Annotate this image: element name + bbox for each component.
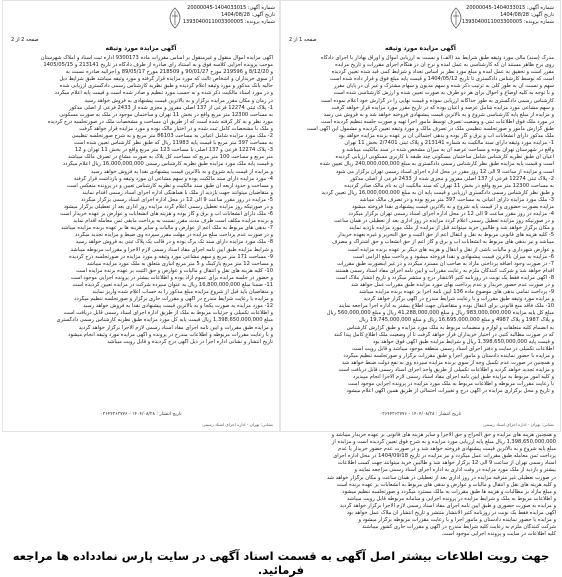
text-line: 2- پلاک ثبتی 12274 فرعی از 137 اصلی مفروز و مجزی شده از 2433 فرعی از اصلی مذکور (350, 175, 554, 182)
ad-page-1 (280, 0, 561, 432)
ad-date: تاریخ آگهی: 1404/08/28 (500, 12, 554, 18)
text-line: کارشناس رسمی دادگستری به طور جداگانه ارزیابی نموده و قیمت نهایی را در گزارش خود اعلام نموده است (320, 97, 554, 104)
text-line: با رعایت مقررات مربوطه و اطلاعات مربوط به ملک مورد مزایده در پرونده اجرایی موجود است (348, 381, 554, 388)
text-line: و سهم مشاعی مورد مزایده شامل عرصه و اعیان بوده که در تاریخ مقرر مورد مزایده قرار خواهد گرفت (331, 104, 554, 111)
text-line: 10- ملک فاقد منع قانونی برای انتقال بوده و متقاضیان جهت اطلاع بیشتر به اداره اجرا مراجعه نمایند (338, 303, 554, 310)
text-line: واقع در شهرستان تهران بوده و مساحت عرصه آن به میزان مشخص شده در سند مالکیت میباشد و (342, 147, 554, 154)
text-line: و ملک با مشخصات کامل ثبت شده و در اختیار مالک بوده و مورد مزایده قرار خواهد گرفت (79, 125, 273, 132)
text-line: 2- ملک مورد مزایده شامل اعیانی به مساحت 86103 متر مربع و به شرح صورتجلسه تنظیمی (71, 133, 273, 140)
text-line: و مکان برگزار خواهد شد و طالبین خرید میتوانند قبل از مزایده از ملک مورد مزایده بازدید نمایند (349, 225, 554, 232)
text-line: و مزایده با حضور نماینده دادستان و مامور اجرا و طبق مقررات برگزار و صورتجلسه تنظیم میگردد (343, 352, 554, 359)
text-line: و متقاضیان میتوانند جهت بازدید از ملک با هماهنگی اداره اجرای اسناد رسمی اقدام نمایند (82, 189, 273, 196)
text-line: 1- پلاک ثبتی 12274 فرعی از 137 اصلی مفروز و مجزی شده از 2433 فرعی از اصلی مذکور (69, 104, 273, 111)
text-line: مبلغ پایه شروع و به بالاترین قیمت پیشنهادی فروخته خواهد شد و در صورت عدم حضور خریدار یا عدم (338, 446, 556, 453)
text-line: و در صورت عدم پرداخت مبلغ مزایده در مهلت مقرر سپرده وی ضبط و مزایده تجدید میگردد (74, 232, 273, 239)
text-line: و مزایده تجدید خواهد گردید و اطلاعات تکمیلی از طریق واحد اجرای اسناد رسمی قابل دریافت است (338, 367, 554, 374)
ad-signature: نشانی: تهران - اداره اجرای اسناد رسمی (202, 422, 273, 427)
case-number: شماره پرونده: 1393040011003300005 (461, 19, 554, 25)
page-number: صفحه 1 از 2 (289, 37, 317, 43)
text-line: و همچنین در صورت عدم تکمیل وجه از سوی برنده مزایده سپرده وی به نفع دولت ضبط خواهد شد (342, 360, 554, 367)
text-line: و مزایده با حضور نماینده دادستان و مامور اجرا و با رعایت مقررات مربوطه برگزار میشود و (358, 517, 556, 524)
text-line: ملک مذکور دارای انشعابات آب و برق و گاز بوده و بدهی احتمالی آن بر عهده برنده مزایده خواهد بود (338, 133, 554, 140)
text-line: مبلغ کل پایه مزایده 983,000,000,000 ریال و مبلغ 41,288,000,000 ریال و مبلغ 560,000,000 ریال (326, 310, 554, 317)
text-line: 9- پرداخت تمامی بدهی های موضوع ماده 136 آیین نامه اجرا بر عهده برنده مزایده میباشد (359, 289, 554, 296)
text-line: 5- کلیه هزینه های قانونی مربوط به نقل و انتقال اعم از حق الثبت و حق التحریر و غیره بعهده خریدار (337, 232, 554, 239)
text-line: و طبق نظر کارشناس رسمی دادگستری ارزیابی و قیمت پایه آن به مبلغ 16,000,000,000 ریال تعیین گردید (321, 189, 554, 196)
text-line: 1- مزایده مورد وثیقه دارای سند مالکیت به شماره 213141 و پلاک ثبتی 2/7401 بخش 11 تهران (344, 140, 554, 147)
text-line: و قیمت پایه 1,398,650,000,000 ریال و شرایط مزایده طبق آگهی فوق خواهد بود (372, 338, 554, 345)
text-line: کلیه اطلاعات در سایت و پرونده اجرایی موجود است. (441, 531, 556, 538)
text-line: 4- مورد مزایده دارای سند مالکیت بوده و سهم مشاعی آن مورد وثیقه و بازداشت قرار گرفته (73, 175, 273, 182)
text-line: است و قیمت پایه مزایده طبق نظر کارشناس رسمی دادگستری به مبلغ 240,000,000,000 ریال تعیین شده (320, 161, 554, 168)
text-line: و مزایده با رعایت شرایط مندرج در آگهی و مقررات جاری برگزار و صورتجلسه تنظیم میگردد (74, 296, 273, 303)
text-line: و کلیه هزینه های نقل و انتقال و مالیات و عوارض و بدهی های مربوط به انشعابات بر عهده برنده است (336, 481, 556, 488)
text-line: بیشتر و بازدید از ملک مورد مزایده در وقت اداری به اداره اجرای اسناد رسمی مراجعه نمایند و (354, 467, 556, 474)
text-line: در مورد ملک فوق اطلاعات ثبتی و وضعیت تصرف توسط مامور اجرا تهیه و صورت جلسه تنظیم گردیده است (321, 118, 554, 125)
text-line: 1,398,650,000,000 ریال مبلغ پایه ارزیابی مورد مزایده و به شرح فوق تعیین گردیده است و مزایده از (331, 439, 556, 446)
text-line: که در صورت مطالبه کتبی در اختیار خریداران قرار خواهد گرفت تا از وضعیت ملک اطلاع کامل پیدا کنند (334, 331, 554, 338)
text-line: و مبلغ مازاد بر مطالبات و هزینه ها طبق مقررات به مالک مسترد میگردد و صورتجلسه تنظیم میشود (342, 488, 556, 495)
text-line: و حضور در جلسه مزایده برای عموم آزاد بوده و اطلاعات بیشتر در پرونده اجرایی موجود است (70, 274, 273, 281)
text-line: و کلیه امور مربوط به مزایده طبق آیین نامه اجرای مفاد اسناد رسمی لازم الاجرا انجام میپذیرد (352, 374, 554, 381)
text-line: متر مربع و مساحت 100 متر مربع که مساحت کل پلاک به صورت مشاع در تصرف مالک میباشد (68, 154, 273, 161)
text-line: در زمان و مکان مقرر مزایده برگزار و به بالاترین قیمت پیشنهادی به فروش خواهد رسید (84, 97, 273, 104)
emblem-icon (167, 7, 183, 29)
text-line: و برنده مزایده مکلف است ظرف مدت مقرر نسبت به پرداخت مابقی ثمن معامله اقدام نماید (73, 218, 273, 225)
ad-footer: تاریخ انتشار : ۱۴۰۴/۰۸/۲۸ - ۰۲۶۴۴۲۶۲۷۷۶ (100, 412, 182, 417)
text-line: 4- مزایده در روز مقرر ساعت 9 الی 12 در محل اداره اجرای اسناد رسمی تهران برگزار میگردد (348, 211, 554, 218)
ad-number: شماره آگهی: 1404033015-20000045 (187, 5, 275, 11)
text-line: 7- در صورت وجود اضافه پرداختی مازاد به صاحب آن مسترد میگردد و در غیر اینصورت طبق مقررات (337, 260, 554, 267)
text-line: و مساحت 12 متر مربع پارکینگ و 5 متر مربع انباری متعلق به ملک مورد مزایده میباشد (86, 260, 273, 267)
ad-body (9, 55, 273, 346)
ad-title: آگهی مزایده مورد وثیقه (105, 45, 177, 52)
text-line: سهم و نسبت آن به طور کلی به ترتیب ذکر شده و سهم مدیون و سهام مشترک و غیر آن در پایان مقرر (333, 83, 554, 90)
text-line: و مزایده از قیمت پایه شروع و به بالاترین قیمت پیشنهادی نقدا به فروش خواهد رسید (90, 168, 273, 175)
text-line: و مزایده از مبلغ پایه کارشناسی شروع و به بالاترین قیمت پیشنهادی فروخته خواهد شد و به فروش می رسد (323, 111, 554, 118)
text-line: و قیمت پایه ملک مورد مزایده طبق نظریه کارشناس رسمی 16,000,000,000 ریال اعلام میگردد (62, 161, 273, 168)
continued-ad-text (284, 432, 556, 538)
text-line: و در صورت عدم حضور خریدار و عدم پرداخت بهای مورد مزایده طبق مقررات عمل خواهد شد (351, 282, 554, 288)
text-line: از سوی خریداران و اشخاص ثالث که مورد مزایده قرار گرفته و مورد وثیقه میباشد طبق شرایط ذیل (59, 76, 273, 83)
text-line: و در صورتیکه روز مزایده تعطیل رسمی اعلام گردد مزایده در روز اداری بعد از تعطیلی در همان ساعت (334, 218, 554, 225)
text-line: و متقاضیان باید قبل از شروع مزایده مبلغ مذکور را به حساب اعلام شده واریز نمایند (92, 289, 273, 296)
text-line: به مساحت 12300 متر مربع واقع در بخش 11 تهران و ساختمان موجود در ملک به صورت مسکونی (59, 111, 273, 118)
text-line: 6- مزایده به میزان بالاترین قیمت پیشنهادی و نقدا فروخته میشود و پرداخت مبلغ الزامی است (352, 253, 554, 260)
text-line: و پلاک 1987 و پلاک 4987 و مبلغ 16,695,000,000 ریال و مبلغ 19,745,000,000 ریال (358, 317, 554, 324)
text-line: و مزایده به صورت حضوری و طبق آیین نامه اجرای مفاد اسناد رسمی لازم الاجرا برگزار خواهد گردید (339, 502, 556, 509)
text-line: به مساحت 12300 متر مربع واقع در بخش 11 تهران که سند مالکیت آن به نام مالک صادر گردیده (344, 182, 554, 189)
text-line: و شرایط مزایده طبق آیین نامه اجرای مفاد اسناد رسمی لازم الاجرا و مقررات مربوطه میباشد (70, 246, 273, 253)
text-line: و تاریخ و محل برگزاری مزایده در آگهی درج و تغییرات احتمالی از طریق همین آگهی اعلام میشود (346, 388, 554, 395)
text-line: روی برج ظاهر مستند آن که کارشناسی به عمل آمده و نرخ آن در هنگام اجرای مقررات و تاریخ مزایده (335, 62, 554, 69)
text-line: 3- پلاک 12274 فرعی و 137 اصلی با مساحت 123 متر مربع واقع در بخش 11 تهران و 12 (75, 147, 273, 154)
ad-footer: تاریخ انتشار : ۱۴۰۴/۰۸/۲۸ - ۰۲۶۴۴۲۶۲۷۷۶ (379, 412, 462, 417)
text-line: و مساحت و حدود اربعه آن طبق سند مالکیت و نظریه کارشناس تعیین و در پرونده منعکس است (66, 182, 273, 189)
text-line: 8- ملک مورد مزایده دارای سند تک برگ بوده و در قالب یک پلاک ثبتی به فروش خواهد رسید (75, 239, 273, 246)
text-line: مقرر است و تحقیق به عمل آمده و مبلغ مورد نظر بر اساس تعداد و شرایط کمی قید شده تعیین گردیده (331, 69, 554, 76)
text-line: و مزایده مورد وثیقه طبق مقررات و با رعایت شرایط مندرج در آگهی برگزار خواهد گردید (363, 296, 554, 303)
text-line: 8- آگهی مزایده فقط یک نوبت در روزنامه کثیر الانتشار درج و منتشر میگردد و تاریخ انتشار ملاک است (336, 274, 554, 281)
text-line: اعیان آن طبق نظریه کارشناس شامل ساختمان مسکونی چند طبقه با کاربری مسکونی ارزیابی گردیده (335, 154, 554, 161)
text-line: 10- کلیه هزینه های نقل و انتقال و مالیات و عوارض و حق الثبت بر عهده برنده مزایده است (76, 267, 273, 274)
ad-title: آگهی مزایده مورد وثیقه (384, 45, 456, 52)
text-line: به مساحت 397 متر مربع با قیمت پایه 11983 ریال که طبق نظر کارشناس تعیین شده است (74, 140, 273, 147)
text-line: میباشد و نیز بدهی های مربوط به انشعابات آب و برق و گاز اعم از حق انشعاب و حق اشتراک و مصرف (332, 239, 554, 246)
text-line: 9- مساحت 171 متر مربع و سهم مشاعی مورد وثیقه و مورد مزایده در صورتجلسه درج گردیده (69, 253, 273, 260)
notice-banner: جهت رویت اطلاعات بیشتر اصل آگهی به قسمت اسناد آگهی در سایت پارس نمادداده ها مراجعه فرمائید. (12, 549, 550, 577)
ad-meta (462, 5, 554, 26)
text-line: شرکت کنندگان ملزم به رعایت کلیه شرایط مندرج در آگهی و مقررات جاری کشور میباشند (362, 524, 556, 531)
text-line: به انضمام کلیه متعلقات و لوازم و منضمات مربوط به ملک مورد مزایده و طبق گزارش کارشناس (346, 324, 554, 331)
text-line: و 8/12/20 و 219596 مورخ 90/01/27 و 218509 مورخ 89/05/17 و اجرائیه صادره نسبت به (65, 69, 273, 76)
text-line: اسناد رسمی تهران از ساعت 9 الی 12 برگزار خواهد شد و طالبین خرید میتوانند جهت کسب اطلاعات (337, 460, 556, 467)
text-line: تاریخ انتشار و نشانی اداره اجرا در ذیل آگهی درج گردیده و قابل رویت میباشد (107, 338, 273, 345)
text-line: پرداخت ثمن معامله طبق مقررات عمل میگردد و نیز مزایده در تاریخ 1404/09/18 در محل اداره اجرای (333, 453, 556, 460)
text-line: مدرک (سند) مالی مورد وثیقه طبق شرایط بند (الف) و نسبت به ارزیابی اموال و اوراق بهادار با اجرای دادگاه (320, 55, 554, 61)
text-line: و اطلاعات مربوط به ملک و شرایط مزایده در پرونده اجرایی و سامانه مربوطه قابل رویت میباشد (347, 495, 556, 502)
text-line: طبق گزارش مامور و صورتجلسه تنظیمی ملک در تصرف مالک و مورد وثیقه تعیین گردیده و مشمول این آگهی است (306, 125, 554, 132)
page-number: صفحه 2 از 2 (11, 37, 39, 43)
text-line: حالیه بانک مذکور و مورد وثیقه اعلام گردیده و طبق نظریه کارشناس رسمی دادگستری ارزیابی شده (59, 83, 273, 90)
text-line: و در صورتیکه روز مزایده تعطیل رسمی اعلام گردد مزایده روز اداری بعد از تعطیلی برگزار میشود (63, 203, 273, 210)
text-line: و اطلاعات تکمیلی و جزئیات مربوط به ملک از طریق اداره اجرای اسناد رسمی قابل دریافت است (63, 310, 273, 317)
text-line: و با رعایت مقررات مربوطه و اطلاعات مندرج در پرونده و آگهی مزایده مورد وثیقه انجام میشود (68, 331, 273, 338)
text-line: آگهی مزایده اموال منقول و غیرمنقول بر اساس مقررات ماده 9300173 اداره ثبت اسناد و املاک شهرستان (40, 55, 273, 61)
ad-meta (183, 5, 275, 26)
text-line: 3- ملک مورد مزایده دارای اعیانی به مساحت 397 متر مربع بوده و در تصرف مالک میباشد (359, 196, 554, 203)
ad-body (287, 55, 554, 396)
ad-signature: نشانی: تهران - اداره اجرای اسناد رسمی (483, 422, 554, 427)
text-line: و مزایده طبق مقررات و آیین نامه اجرای مفاد اسناد رسمی لازم الاجرا برگزار خواهد گردید (78, 324, 273, 331)
text-line: 11- ضمنا مبلغ 16,800,000,000 ریال به عنوان سپرده شرکت در مزایده تعیین گردیده است (72, 282, 273, 288)
text-line: اقدام خواهد شد و شرکت کنندگان ملزم به رعایت مقررات و آیین نامه اجرای مفاد اسناد رسمی هستند (335, 267, 554, 274)
text-line: است و مزایده از ساعت 9 الی 12 روز مقرر در محل اداره اجرای اسناد رسمی تهران برگزار می شود (335, 168, 554, 175)
text-line: و همچنین هزینه های مزایده و حق الحراج و حق الاجرا و سایر هزینه های قانونی بر عهده خریدار میباشد و (331, 432, 556, 438)
text-line: 7- بدهی های مربوط به ملک اعم از عوارض و مالیات و سایر هزینه ها بر عهده برنده مزایده میباشد (61, 225, 273, 232)
text-line: اطلاعات تکمیلی در سایت و دفتر اجرای اسناد رسمی منطقه موجود میباشد و قابل رویت است (352, 345, 554, 352)
text-line: موجب پرونده اجرایی کلاسه فوق و به استناد رای صادره از طرف دادگاه در تاریخ 213141 و 1405/05/15 (43, 62, 273, 69)
text-line: مورد نظر و به کار گرفته شده است که از طریق آن مساحت و مشخصات ملک در صورتجلسه درج گردیده (47, 118, 273, 125)
ad-number: شماره آگهی: 1404033015-20000045 (466, 5, 554, 11)
text-line: در صورت تعطیلی غیر مترقبه مزایده در روز اداری بعد از تعطیلی در همان ساعت و مکان برگزار خواهد شد (326, 474, 556, 481)
ad-page-2 (2, 0, 280, 432)
text-line: مزایده بصورت حضوری و از قیمت پایه شروع و به بالاترین قیمت پیشنهادی نقدا فروخته میشود (352, 203, 554, 210)
text-line: مبلغ 1,398,650,000,000 ریال قیمت پایه کل مورد مزایده طبق نظریه کارشناس رسمی دادگستری (56, 317, 273, 324)
case-number: شماره پرونده: 1393040011003300005 (182, 19, 275, 25)
text-line: و با توجه به کلیه اوضاع و احوال برای هر دو طرف به صورت تعیین شده و ارزش کارشناسی شده است (333, 90, 554, 97)
text-line: است که توسط کارشناس دادگستری تا تاریخ 1404/05/12 و قیمت پایه مبلغ فوق و قرار داده شده است (330, 76, 554, 83)
text-line: و عوارض شهرداری و مالیات ناشی از نقل و انتقال و هزینه های دیگر بر عهده برنده مزایده است (347, 246, 554, 253)
text-line: آگهی مزایده فقط یک نوبت در روزنامه کثیر الانتشار منتشر و تاریخ انتشار آن ملاک عمل خواهد بود (346, 510, 556, 517)
ad-date: تاریخ آگهی: 1404/08/28 (221, 12, 275, 18)
text-line: 6- ملک دارای انشعابات آب و برق و گاز بوده و هزینه های انشعابات و عوارض بر عهده خریدار است (60, 211, 273, 218)
text-line: 12- مورد مزایده به صورت یکجا و به بالاترین قیمت پیشنهادی نقدا به فروش خواهد رسید (82, 303, 273, 310)
text-line: 5- مزایده در روز مقرر ساعت 9 الی 12 در محل اداره اجرای اسناد رسمی برگزار میگردد (80, 196, 273, 203)
text-line: و در مورد اسناد مالکیت ذکر شده و به حسب مورد تنظیم و صادر شده است و قیمت پایه اعلام میگردد (54, 90, 273, 97)
